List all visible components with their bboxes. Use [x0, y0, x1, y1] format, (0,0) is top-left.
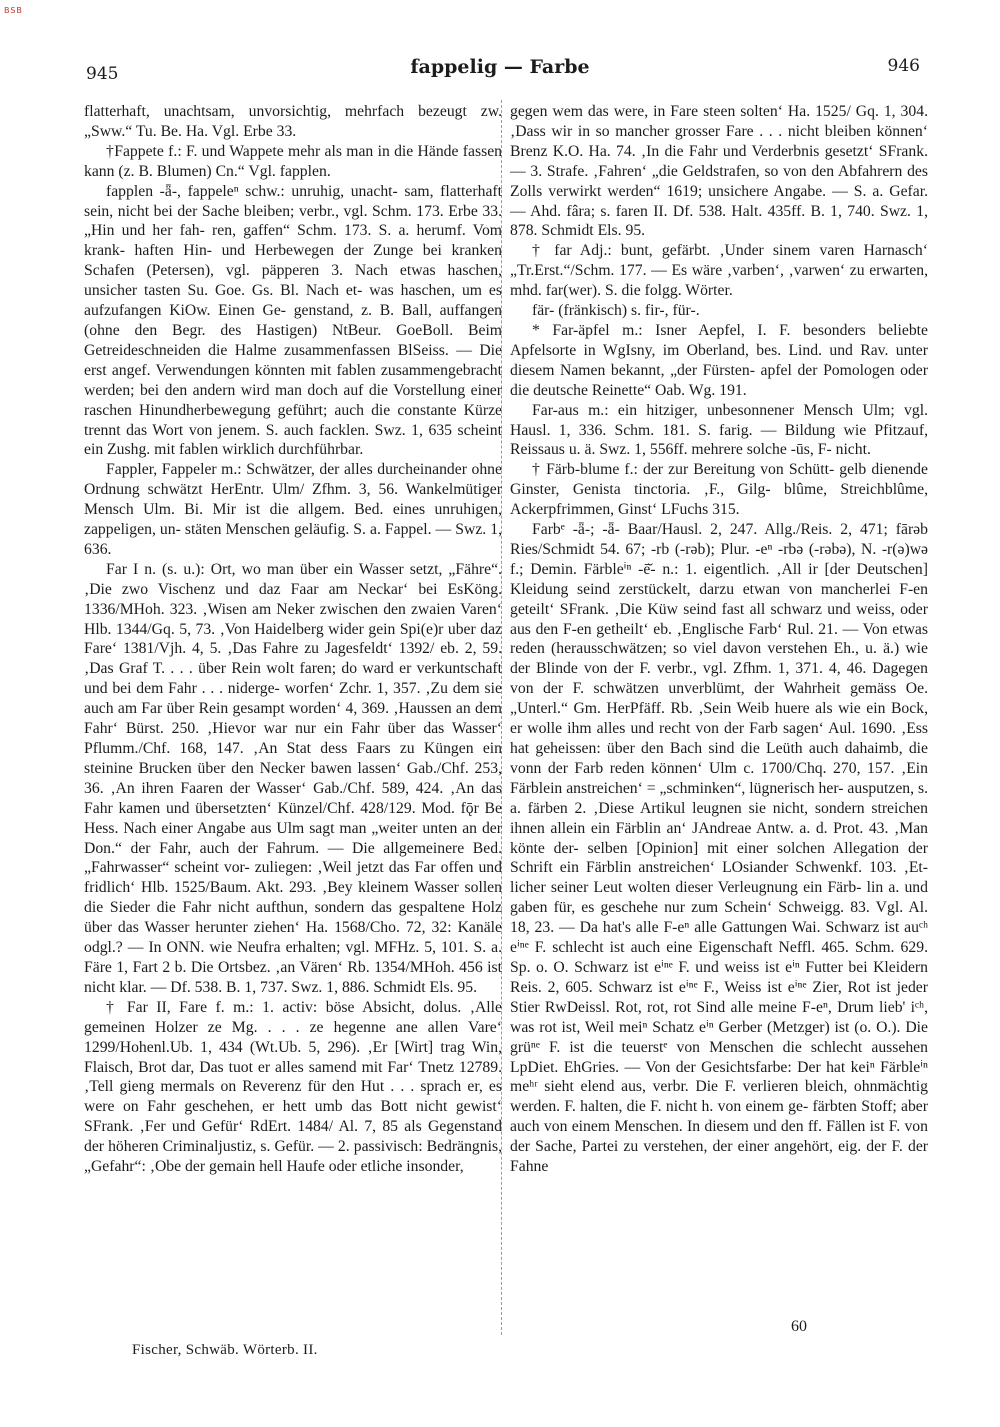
entry-paragraph: gegen wem das were, in Fare steen solten‘ Ha. 1525/ Gq. 1, 304. ‚Dass wir in so mancher grosser Fare . . . nicht bleiben können‘ Brenz K.O. Ha. 74. ‚In die Fahr und Verderbnis gesetzt‘ SFrank. — 3. Strafe. ‚Fahren‘ „die Geldstrafen, so von den Abfahrern des Zolls verwirkt werden“ 1619; unsichere Angabe. — S. a. Gefar. — Ahd. fâra; s. faren II. Df. 538. Halt. 435ff. B. 1, 740. Swz. 1, 878. Schmidt Els. 95.: [510, 103, 928, 240]
page-header: [0, 56, 1000, 86]
entry-paragraph: * Far-äpfel m.: Isner Aepfel, I. F. besonders beliebte Apfelsorte in WgIsny, im Oberland, bes. Lind. und Rav. unter diesem Namen bekannt, „der Fürsten- apfel der Pomologen oder die deutsche Reinette“ Oab. Wg. 191.: [510, 321, 928, 399]
entry-paragraph: † Far II, Fare f. m.: 1. activ: böse Absicht, dolus. ‚Alle gemeinen Holzer ze Mg. . . . ze hegenne ane allen Vare‘ 1299/Hohenl.Ub. 1, 434 (Wt.Ub. 5, 296). ‚Er [Wirt] trag Win, Flaisch, Brot dar, Das tuot er alles samend mit Far‘ Tnetz 12789. ‚Tell gieng mermals on Reverenz für den Hut . . . sprach er, es were on Fahr geschehen, er hett umb das Bott nicht gewist‘ SFrank. ‚Fer und Gefür‘ RdErt. 1484/ Al. 7, 85 als Gegenstand der höheren Criminaljustiz, s. Gefür. — 2. passivisch: Bedrängnis, „Gefahr“: ‚Obe der gemain hell Haufe oder etliche insonder,: [84, 998, 502, 1176]
entry-paragraph: †Fappete f.: F. und Wappete mehr als man in die Hände fassen kann (z. B. Blumen) Cn.“ Vgl. fapplen.: [84, 142, 502, 180]
left-page-number: 945: [86, 64, 119, 84]
entry-paragraph: flatterhaft, unachtsam, unvorsichtig, mehrfach bezeugt zw. „Sww.“ Tu. Be. Ha. Vgl. Erbe 33.: [84, 103, 502, 140]
signature-mark: 60: [791, 1318, 807, 1335]
right-page-number: 946: [887, 56, 920, 76]
left-column: [84, 102, 502, 1177]
entry-paragraph: Farbᵉ -ǟ-; -ǟ- Baar/Hausl. 2, 247. Allg./Reis. 2, 471; fārəb Ries/Schmidt 54. 67; -rb (-rəb); Plur. -eⁿ -rbə (-rəbə), N. -r(ə)wə f.; Demin. Färbleⁱⁿ -ē̆- n.: 1. eigentlich. ‚All ir [der Deutschen] Kleidung seind zerstückelt, darzu etwan von mancherlei F-en geteilt‘ SFrank. ‚Die Küw seind fast all schwarz und weiss, oder aus den F-en getheilt‘ eb. ‚Englische Farb‘ Rul. 21. — Von etwas reden (herausschwätzen; so viel davon verstehen Eh., u. ä.) wie der Blinde von der F. verbr., vgl. Zfhm. 1, 371. 4, 46. Dagegen von der F. schwätzen unverblümt, der Wahrheit gemäss Oe. „Unterl.“ Gm. HerPfäff. Rb. ‚Sein Weib huere als wie ein Bock, er wolle ihm alles und recht von der Farb sagen‘ Aul. 1690. ‚Ess hat geheissen: über den Bach sind die Leüth auch dahaimb, die vonn der Farb reden können‘ Ulm c. 1700/Chq. 270, 157. ‚Ein Färblein anstreichen‘ = „schminken“, lügnerisch her- ausputzen, s. a. färben 2. ‚Diese Artikul leugnen sie nicht, sondern streichen ihnen allein ein Färblin an‘ JAndreae Antw. a. d. Prot. 43. ‚Man könte der- selben [Opinion] mit einer solchen Allegation der Schrift ein Färblin anstreichen‘ LOsiander Schwenkf. 103. ‚Et- licher seiner Leut wolten dieser Verleugnung ein Färb- lin a. und gaben für, es geschehe nur zum Schein‘ Schweigg. 83. Vgl. Al. 18, 23. — Da hat's alle F-eⁿ alle Gattungen Wai. Schwarz ist auᶜʰ eⁱⁿᵉ F. schlecht ist auch eine Eigenschaft Neffl. 465. Schm. 629. Sp. o. O. Schwarz ist eⁱⁿᵉ F. und weiss ist eⁱⁿ Futter bei Kleidern Reis. 2, 605. Schwarz ist eⁱⁿᵉ F., Weiss ist eⁱⁿᵉ Zier, Rot ist jeder Stier RwDeissl. Rot, rot, rot Sind alle meine F-eⁿ, Drum lieb' iᶜʰ, was rot ist, Weil meiⁿ Schatz eⁱⁿ Gerber (Metzger) ist (o. O.). Die grüⁿᵉ F. ist die teuerstᵉ von Menschen die schlecht aussehen LpDiet. EhGries. — Von der Gesichtsfarbe: Der hat keiⁿ Färbleⁱⁿ meʰʳ sieht elend aus, verbr. Die F. verlieren bleich, ohnmächtig werden. F. halten, die F. nicht h. von einem ge- färbten Stoff; aber auch von einem Menschen. In diesem und den ff. Fällen ist F. von der Sache, Partei zu verstehen, der einer angehört, eig. der F. der Fahne: [510, 521, 929, 1176]
library-stamp: BSB: [4, 6, 23, 15]
running-title: fappelig — Farbe: [410, 56, 590, 78]
entry-paragraph: Fappler, Fappeler m.: Schwätzer, der alles durcheinander ohne Ordnung schwätzt HerEntr. Ulm/ Zfhm. 3, 56. Wankelmütiger Mensch Ulm. Bi. Mir ist die allgem. Bed. eines unruhigen, zappeligen, un- stäten Menschen geläufig. S. a. Fappel. — Swz. 1, 636.: [84, 461, 502, 558]
entry-paragraph: Far-aus m.: ein hitziger, unbesonnener Mensch Ulm; vgl. Hausl. 1, 336. Schm. 181. S. farig. — Bildung wie Pfitzauf, Reissaus u. ä. Swz. 1, 556ff. mehrere solche -ūs, F- nicht.: [510, 401, 928, 459]
entry-paragraph: † Färb-blume f.: der zur Bereitung von Schütt- gelb dienende Ginster, Genista tinctoria. ‚F., Gilg- blûme, Streichblûme, Ackerpfrimmen, Ginst‘ LFuchs 315.: [510, 461, 928, 519]
right-column: [510, 102, 928, 1177]
footer-source: Fischer, Schwäb. Wörterb. II.: [132, 1342, 318, 1358]
entry-paragraph: fär- (fränkisch) s. fir-, für-.: [532, 302, 700, 320]
entry-paragraph: † far Adj.: bunt, gefärbt. ‚Under sinem varen Harnasch‘ „Tr.Erst.“/Schm. 177. — Es wäre ‚varben‘, ‚varwen‘ zu erwarten, mhd. far(wer). S. die folgg. Wörter.: [510, 242, 928, 300]
entry-paragraph: Far I n. (s. u.): Ort, wo man über ein Wasser setzt, „Fähre“. ‚Die zwo Vischenz und daz Faar am Neckar‘ bei EsKöng. 1336/MHoh. 323. ‚Wisen am Neker zwischen den zwaien Varen‘ Hlb. 1344/Gq. 5, 73. ‚Von Haidelberg wider gein Spi(e)r uber daz Fare‘ 1381/Vjh. 4, 5. ‚Das Fahre zu Jagesfeldt‘ 1392/ eb. 2, 59. ‚Das Graf T. . . . über Rein wolt faren; do ward er verkuntschaft und bei dem Fahr . . . niderge- worfen‘ Zchr. 1, 357. ‚Zu dem sie auch am Far über Rein gesampt worden‘ 4, 369. ‚Haussen an dem Fahr‘ Bürst. 250. ‚Hievor war nur ein Fahr über das Wasser‘ Pflumm./Chf. 168, 147. ‚An Stat dess Faars zu Küngen ein steinine Brucken über den Necker bawen lassen‘ Gab./Chf. 253, 36. ‚An ihren Faaren der Wasser‘ Gab./Chf. 589, 424. ‚An das Fahr kamen und übersetzten‘ Künzel/Chf. 428/129. Mod. fǭr Be Hess. Nach einer Angabe aus Ulm sagt man „weiter unten an der Don.“ der Fahr, auch der Fahrum. — Die allgemeinere Bed. „Fahrwasser“ scheint vor- zuliegen: ‚Weil jetzt das Far offen und fridlich‘ Hlb. 1525/Baum. Akt. 293. ‚Bey kleinem Wasser sollen die Sieder die Fahr nicht aufthun, sondern das gespaltene Holz über das Wasser herunter ziehen‘ Ha. 1568/Cho. 72, 32: Kanäle odgl.? — In ONN. wie Neufra erhalten; vgl. MFHz. 5, 101. S. a. Färe 1, Fart 2 b. Die Ortsbez. ‚an Vären‘ Rb. 1354/MHoh. 456 ist nicht klar. — Df. 538. B. 1, 737. Swz. 1, 886. Schmidt Els. 95.: [84, 560, 502, 996]
entry-paragraph: fapplen -ǟ-, fappeleⁿ schw.: unruhig, unacht- sam, flatterhaft sein, nicht bei der Sache bleiben; verbr., vgl. Schm. 173. Erbe 33. „Hin und her fah- ren, gaffen“ Schm. 173. S. a. herumf. Vom krank- haften Hin- und Herbewegen der Zunge bei kranken Schafen (Petersen), vgl. päpperen 3. Nach etwas haschen, unsicher tasten Su. Goe. Gs. Bl. Nach et- was haschen, um es aufzufangen KiOw. Einen Ge- genstand, z. B. Ball, auffangen (ohne den Begr. des Hastigen) NtBeur. GoeBoll. Beim Getreideschneiden die Halme zusammenfassen BlSeiss. — Die erst angef. Verwendungen könnten mit fablen zusammengebracht werden; bei den andern wird man doch auf die Vorstellung einer raschen Hinundherbewegung geführt; auch die constante Kürze trennt das Wort von jenem. S. auch facklen. Swz. 1, 635 scheint ein Zushg. mit fablen wirklich durchführbar.: [84, 182, 502, 459]
